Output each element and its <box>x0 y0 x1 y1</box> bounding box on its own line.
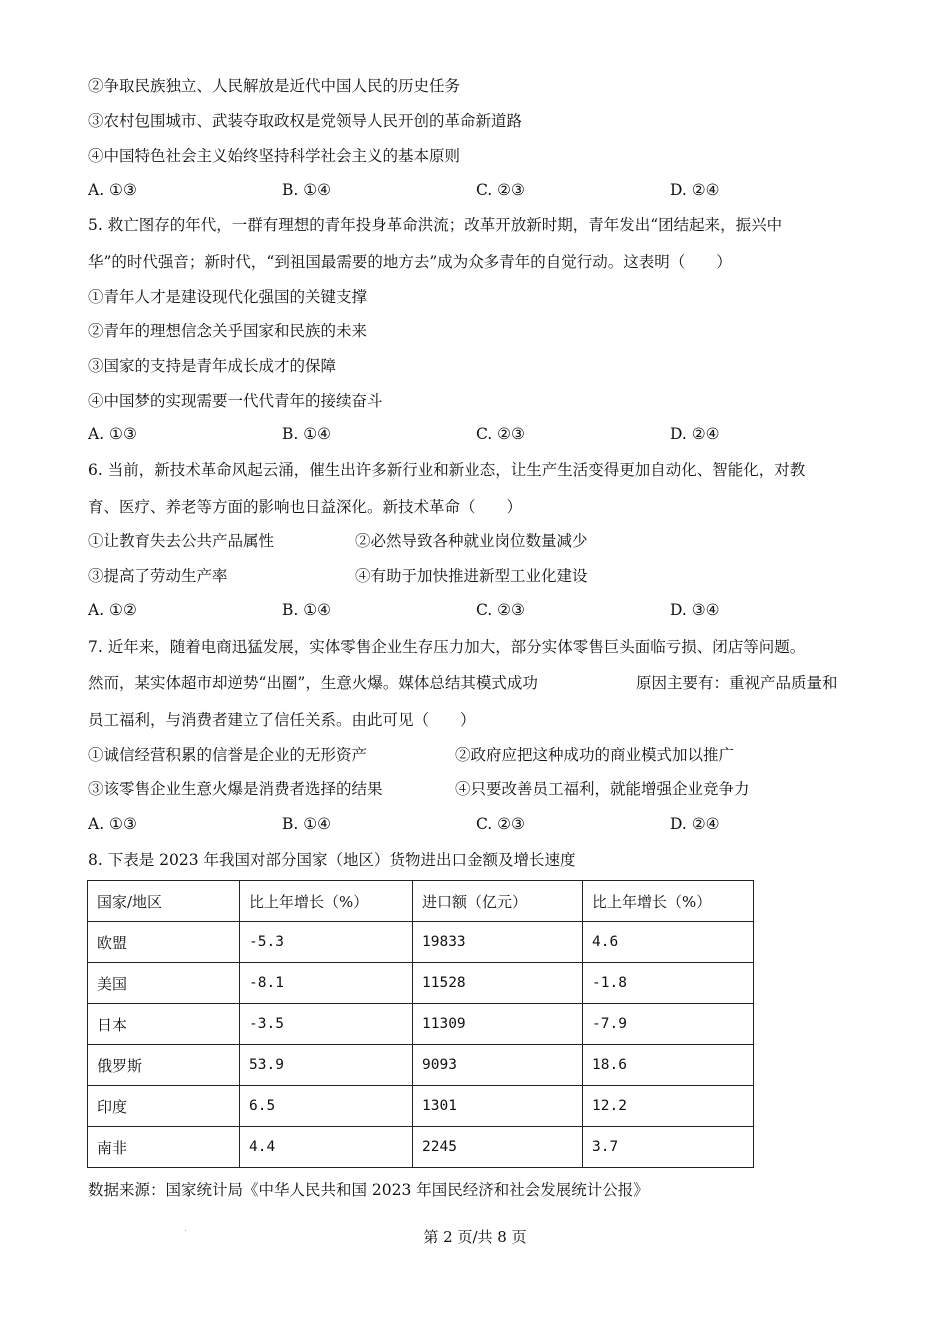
q5-stem-line-2: 华”的时代强音；新时代，“到祖国最需要的地方去”成为众多青年的自觉行动。这表明（ ） <box>88 253 732 271</box>
value-cell: 3.7 <box>583 1127 754 1168</box>
q7-option-b: B. ①④ <box>282 815 332 833</box>
header-cell: 比上年增长（%） <box>240 881 413 922</box>
q6-statement-4: ④有助于加快推进新型工业化建设 <box>355 567 588 585</box>
value-cell: 18.6 <box>583 1045 754 1086</box>
q6-stem-line-1: 6. 当前，新技术革命风起云涌，催生出许多新行业和新业态，让生产生活变得更加自动化、智能化，对教 <box>88 461 806 479</box>
value-cell: -5.3 <box>240 922 413 963</box>
q6-option-d: D. ③④ <box>670 601 720 619</box>
q6-option-c: C. ②③ <box>476 601 525 619</box>
q7-stem-line-1: 7. 近年来，随着电商迅猛发展，实体零售企业生存压力加大，部分实体零售巨头面临亏损、闭店等问题。 <box>88 638 806 656</box>
q4-option-b: B. ①④ <box>282 181 332 199</box>
q5-statement-3: ③国家的支持是青年成长成才的保障 <box>88 357 337 375</box>
q6-statement-2: ②必然导致各种就业岗位数量减少 <box>355 532 588 550</box>
q5-stem-line-1: 5. 救亡图存的年代，一群有理想的青年投身革命洪流；改革开放新时期，青年发出“团结起来，振兴中 <box>88 216 783 234</box>
region-cell: 南非 <box>88 1127 240 1168</box>
region-cell: 日本 <box>88 1004 240 1045</box>
q7-statement-1: ①诚信经营积累的信誉是企业的无形资产 <box>88 746 368 764</box>
q7-statement-2: ②政府应把这种成功的商业模式加以推广 <box>455 746 735 764</box>
q6-statement-3: ③提高了劳动生产率 <box>88 567 228 585</box>
q5-option-a: A. ①③ <box>88 425 137 443</box>
page-number: 第 2 页/共 8 页 <box>423 1228 527 1246</box>
data-source-note: 数据来源：国家统计局《中华人民共和国 2023 年国民经济和社会发展统计公报》 <box>88 1181 649 1199</box>
value-cell: -8.1 <box>240 963 413 1004</box>
value-cell: 11309 <box>413 1004 583 1045</box>
table-row <box>88 1127 754 1168</box>
value-cell: 4.6 <box>583 922 754 963</box>
header-cell: 进口额（亿元） <box>413 881 583 922</box>
table-row <box>88 922 754 963</box>
q5-option-c: C. ②③ <box>476 425 525 443</box>
region-cell: 美国 <box>88 963 240 1004</box>
value-cell: 19833 <box>413 922 583 963</box>
q7-stem-line-3: 员工福利，与消费者建立了信任关系。由此可见（ ） <box>88 711 476 729</box>
q6-stem-line-2: 育、医疗、养老等方面的影响也日益深化。新技术革命（ ） <box>88 498 523 516</box>
q7-option-a: A. ①③ <box>88 815 137 833</box>
q5-option-d: D. ②④ <box>670 425 720 443</box>
region-cell: 俄罗斯 <box>88 1045 240 1086</box>
q6-statement-1: ①让教育失去公共产品属性 <box>88 532 275 550</box>
value-cell: 2245 <box>413 1127 583 1168</box>
value-cell: 6.5 <box>240 1086 413 1127</box>
region-cell: 欧盟 <box>88 922 240 963</box>
q5-option-b: B. ①④ <box>282 425 332 443</box>
q7-statement-3: ③该零售企业生意火爆是消费者选择的结果 <box>88 780 383 798</box>
q4-option-c: C. ②③ <box>476 181 525 199</box>
value-cell: 12.2 <box>583 1086 754 1127</box>
q4-option-a: A. ①③ <box>88 181 137 199</box>
table-row <box>88 1045 754 1086</box>
header-cell: 国家/地区 <box>88 881 240 922</box>
value-cell: -1.8 <box>583 963 754 1004</box>
q5-statement-1: ①青年人才是建设现代化强国的关键支撑 <box>88 288 368 306</box>
value-cell: 53.9 <box>240 1045 413 1086</box>
value-cell: 4.4 <box>240 1127 413 1168</box>
table-row <box>88 1086 754 1127</box>
q7-option-d: D. ②④ <box>670 815 720 833</box>
q8-stem: 8. 下表是 2023 年我国对部分国家（地区）货物进出口金额及增长速度 <box>88 851 576 869</box>
q6-option-a: A. ①② <box>88 601 137 619</box>
q6-option-b: B. ①④ <box>282 601 332 619</box>
table-row <box>88 1004 754 1045</box>
q5-statement-2: ②青年的理想信念关乎国家和民族的未来 <box>88 322 368 340</box>
region-cell: 印度 <box>88 1086 240 1127</box>
value-cell: 11528 <box>413 963 583 1004</box>
value-cell: 1301 <box>413 1086 583 1127</box>
q7-stem-line-2b: 原因主要有：重视产品质量和 <box>636 674 838 692</box>
trade-table <box>87 880 754 1168</box>
q4-statement-3: ③农村包围城市、武装夺取政权是党领导人民开创的革命新道路 <box>88 112 523 130</box>
table-row <box>88 963 754 1004</box>
q4-statement-2: ②争取民族独立、人民解放是近代中国人民的历史任务 <box>88 77 461 95</box>
value-cell: -7.9 <box>583 1004 754 1045</box>
q7-stem-line-2a: 然而，某实体超市却逆势“出圈”，生意火爆。媒体总结其模式成功 <box>88 674 538 692</box>
value-cell: -3.5 <box>240 1004 413 1045</box>
table-header-row <box>88 881 754 922</box>
q4-option-d: D. ②④ <box>670 181 720 199</box>
q4-statement-4: ④中国特色社会主义始终坚持科学社会主义的基本原则 <box>88 147 461 165</box>
q5-statement-4: ④中国梦的实现需要一代代青年的接续奋斗 <box>88 392 383 410</box>
q7-option-c: C. ②③ <box>476 815 525 833</box>
q7-statement-4: ④只要改善员工福利，就能增强企业竞争力 <box>455 780 750 798</box>
value-cell: 9093 <box>413 1045 583 1086</box>
header-cell: 比上年增长（%） <box>583 881 754 922</box>
